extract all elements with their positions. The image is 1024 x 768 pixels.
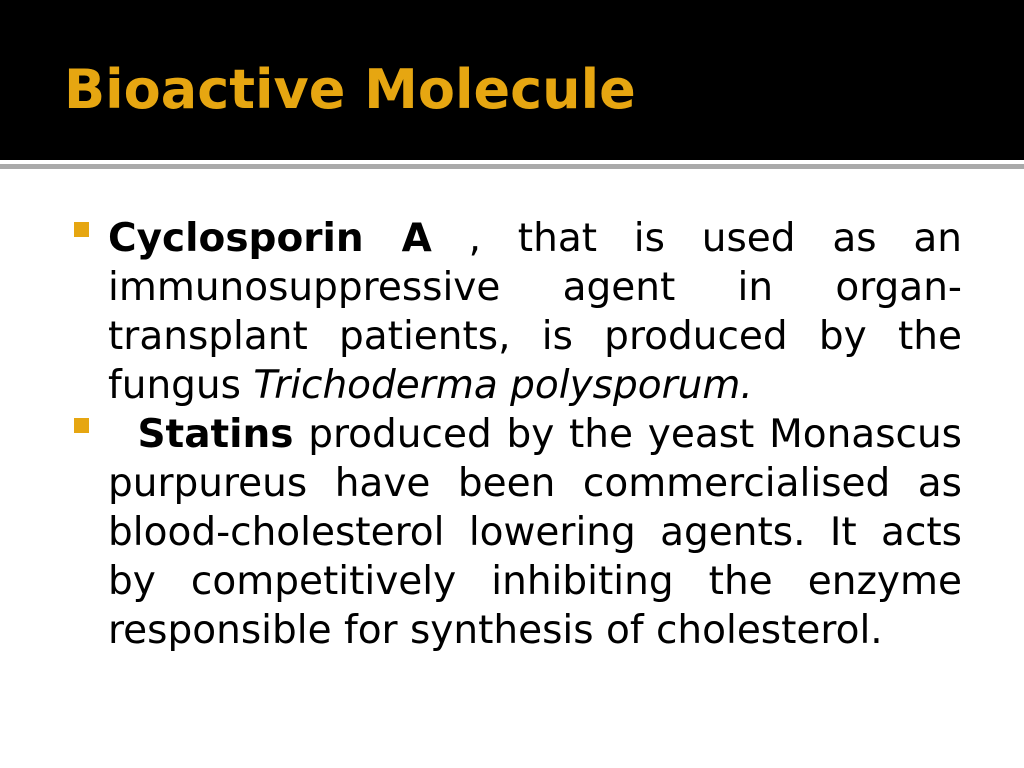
- bullet-body-text: , that is used as an immunosuppressive agent in organ-transplant patients, is produced by the fungus: [108, 216, 963, 408]
- bullet-item-statins: [72, 410, 962, 655]
- slide-content: [72, 214, 962, 655]
- title-divider-gray: [0, 164, 1024, 169]
- title-bar: [0, 0, 1024, 160]
- bullet-body-text: produced by the yeast Monascus purpureus have been commercialised as blood-cholesterol lowering agents. It acts by competitively inhibiting the enzyme responsible for synthesis of cholesterol.: [108, 412, 962, 653]
- bullet-italic-term: Trichoderma polysporum.: [253, 363, 753, 408]
- bullet-lead-term: Statins: [137, 412, 294, 457]
- slide-title: Bioactive Molecule: [64, 58, 636, 121]
- square-bullet-icon: [74, 222, 89, 237]
- bullet-item-cyclosporin: [72, 214, 962, 410]
- square-bullet-icon: [74, 418, 89, 433]
- bullet-lead-term: Cyclosporin A: [108, 216, 432, 261]
